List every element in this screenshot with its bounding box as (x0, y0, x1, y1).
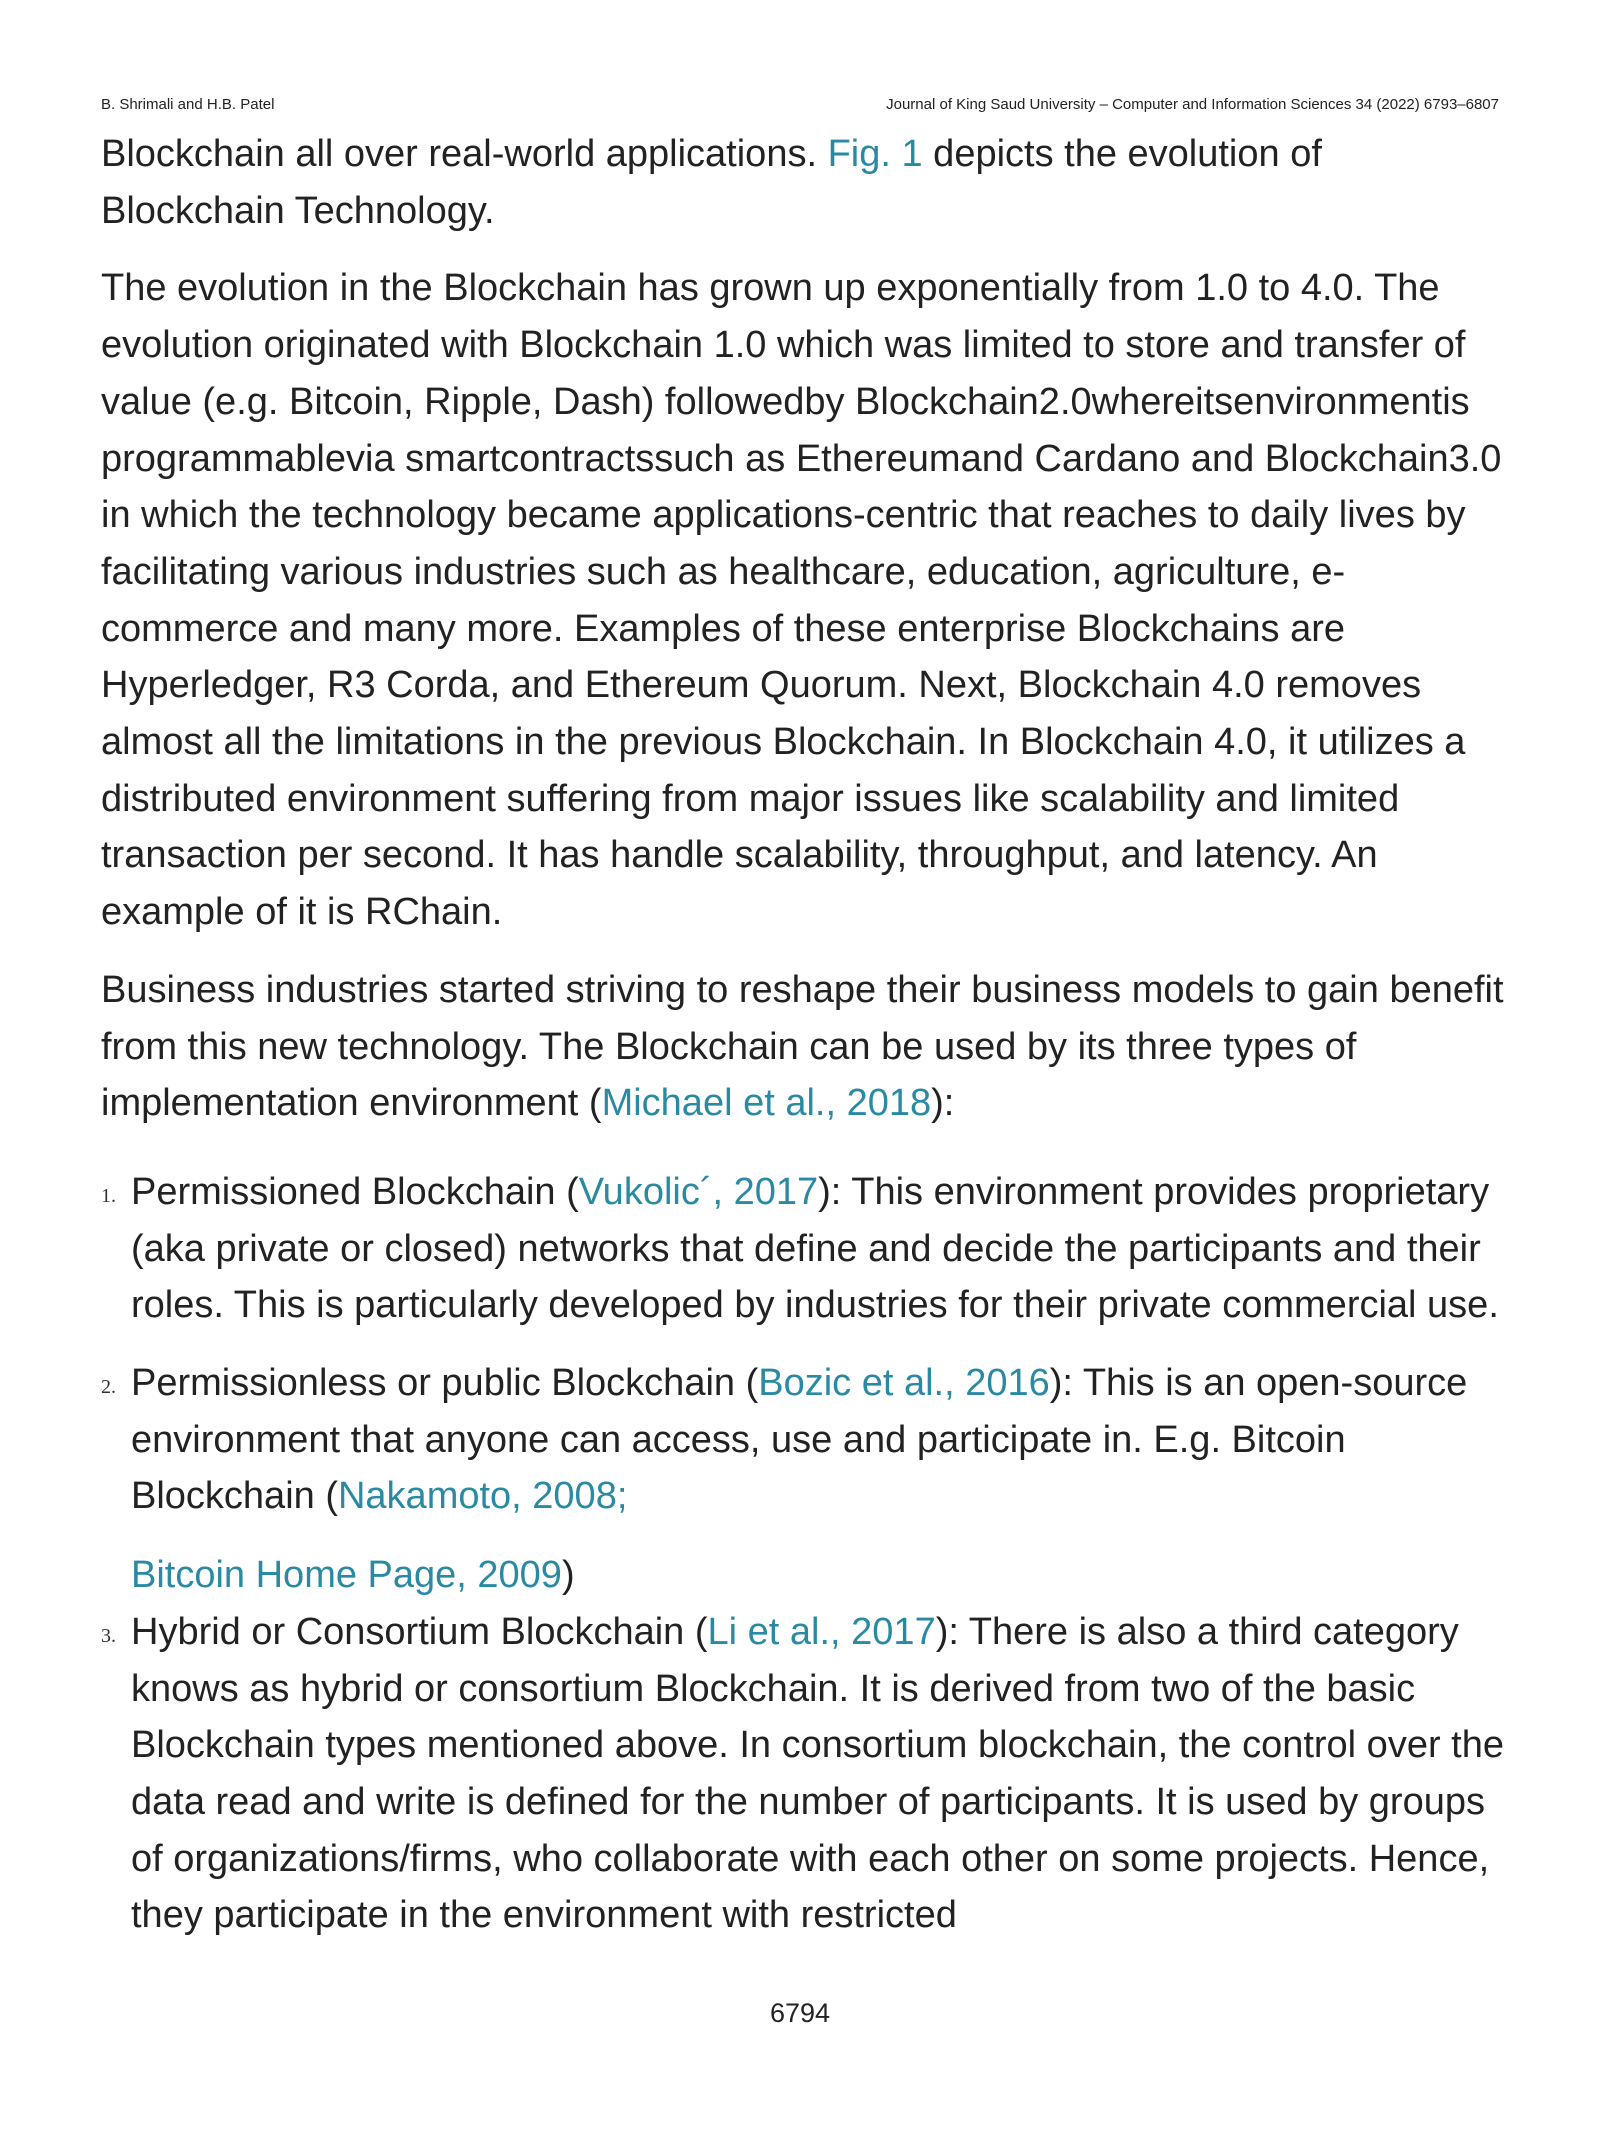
paragraph-3-text-a: Business industries started striving to reshape their business models to gain benefit from this new technology. The Blockchain can be used by its three types of implementation environment ( (101, 968, 1504, 1125)
header-journal: Journal of King Saud University – Computer and Information Sciences 34 (2022) 6793–6807 (886, 96, 1499, 113)
list-item (101, 1355, 1511, 1604)
running-header (101, 96, 1499, 118)
page-number: 6794 (769, 1998, 831, 2028)
list-item-text-c: ) (561, 1554, 575, 1597)
paragraph-1-text-a: Blockchain all over real-world applications. (101, 133, 828, 175)
list-item-text-a: Hybrid or Consortium Blockchain ( (131, 1610, 708, 1653)
list-item-text-a: Permissionless or public Blockchain ( (131, 1362, 759, 1405)
citation-li-2017-link[interactable]: Li et al., 2017 (707, 1610, 936, 1653)
paragraph-1 (101, 126, 1511, 239)
paragraph-3-text-b: ): (931, 1082, 955, 1125)
list-item-text-b: ): This is an open-source environment that anyone can access, use and participate in. E.g. Bitcoin Blockchain ( (131, 1362, 1468, 1518)
list-item-number: 3. (101, 1624, 116, 1647)
figure-1-link[interactable]: Fig. 1 (827, 133, 923, 175)
header-authors: B. Shrimali and H.B. Patel (101, 96, 275, 113)
citation-bitcoin-home-page-link[interactable]: Bitcoin Home Page, 2009 (131, 1554, 562, 1597)
list-item-text-a: Permissioned Blockchain ( (131, 1170, 579, 1213)
paragraph-3 (101, 962, 1511, 1132)
list-item-number: 2. (101, 1376, 116, 1399)
citation-bozic-2016-link[interactable]: Bozic et al., 2016 (758, 1362, 1050, 1405)
paragraph-2: The evolution in the Blockchain has grown up exponentially from 1.0 to 4.0. The evolution originated with Blockchain 1.0 which was limited to store and transfer of value (e.g. Bitcoin, Ripple, Dash) followedby Blockchain2.0whereitsenvironmentis programmablevia smartcontractssuch as Ethereumand Cardano and Blockchain3.0 in which the technology became applications-centric that reaches to daily lives by facilitating various industries such as healthcare, education, agriculture, e-commerce and many more. Examples of these enterprise Blockchains are Hyperledger, R3 Corda, and Ethereum Quorum. Next, Blockchain 4.0 removes almost all the limitations in the previous Blockchain. In Blockchain 4.0, it utilizes a distributed environment suffering from major issues like scalability and limited transaction per second. It has handle scalability, throughput, and latency. An example of it is RChain. (101, 267, 1502, 934)
blockchain-types-list (101, 1164, 1511, 1944)
list-item-continuation (131, 1547, 1511, 1604)
list-item-number: 1. (101, 1184, 116, 1207)
citation-michael-2018-link[interactable]: Michael et al., 2018 (601, 1082, 932, 1125)
list-item (101, 1164, 1511, 1334)
paragraph-1-text-b: depicts the evolution of Blockchain Technology. (101, 133, 1322, 232)
list-item (101, 1604, 1511, 1944)
citation-vukolic-2017-link[interactable]: Vukolic´, 2017 (578, 1170, 819, 1213)
list-item-text-b: ): There is also a third category knows as hybrid or consortium Blockchain. It is derived from two of the basic Blockchain types mentioned above. In consortium blockchain, the control over the data read and write is defined for the number of participants. It is used by groups of organizations/firms, who collaborate with each other on some projects. Hence, they participate in the environment with restricted (131, 1610, 1504, 1937)
article-body (101, 126, 1511, 1965)
citation-nakamoto-2008-link[interactable]: Nakamoto, 2008; (337, 1475, 628, 1518)
list-item-text-b: ): This environment provides proprietary (aka private or closed) networks that define and decide the participants and their roles. This is particularly developed by industries for their private commercial use. (131, 1170, 1499, 1327)
